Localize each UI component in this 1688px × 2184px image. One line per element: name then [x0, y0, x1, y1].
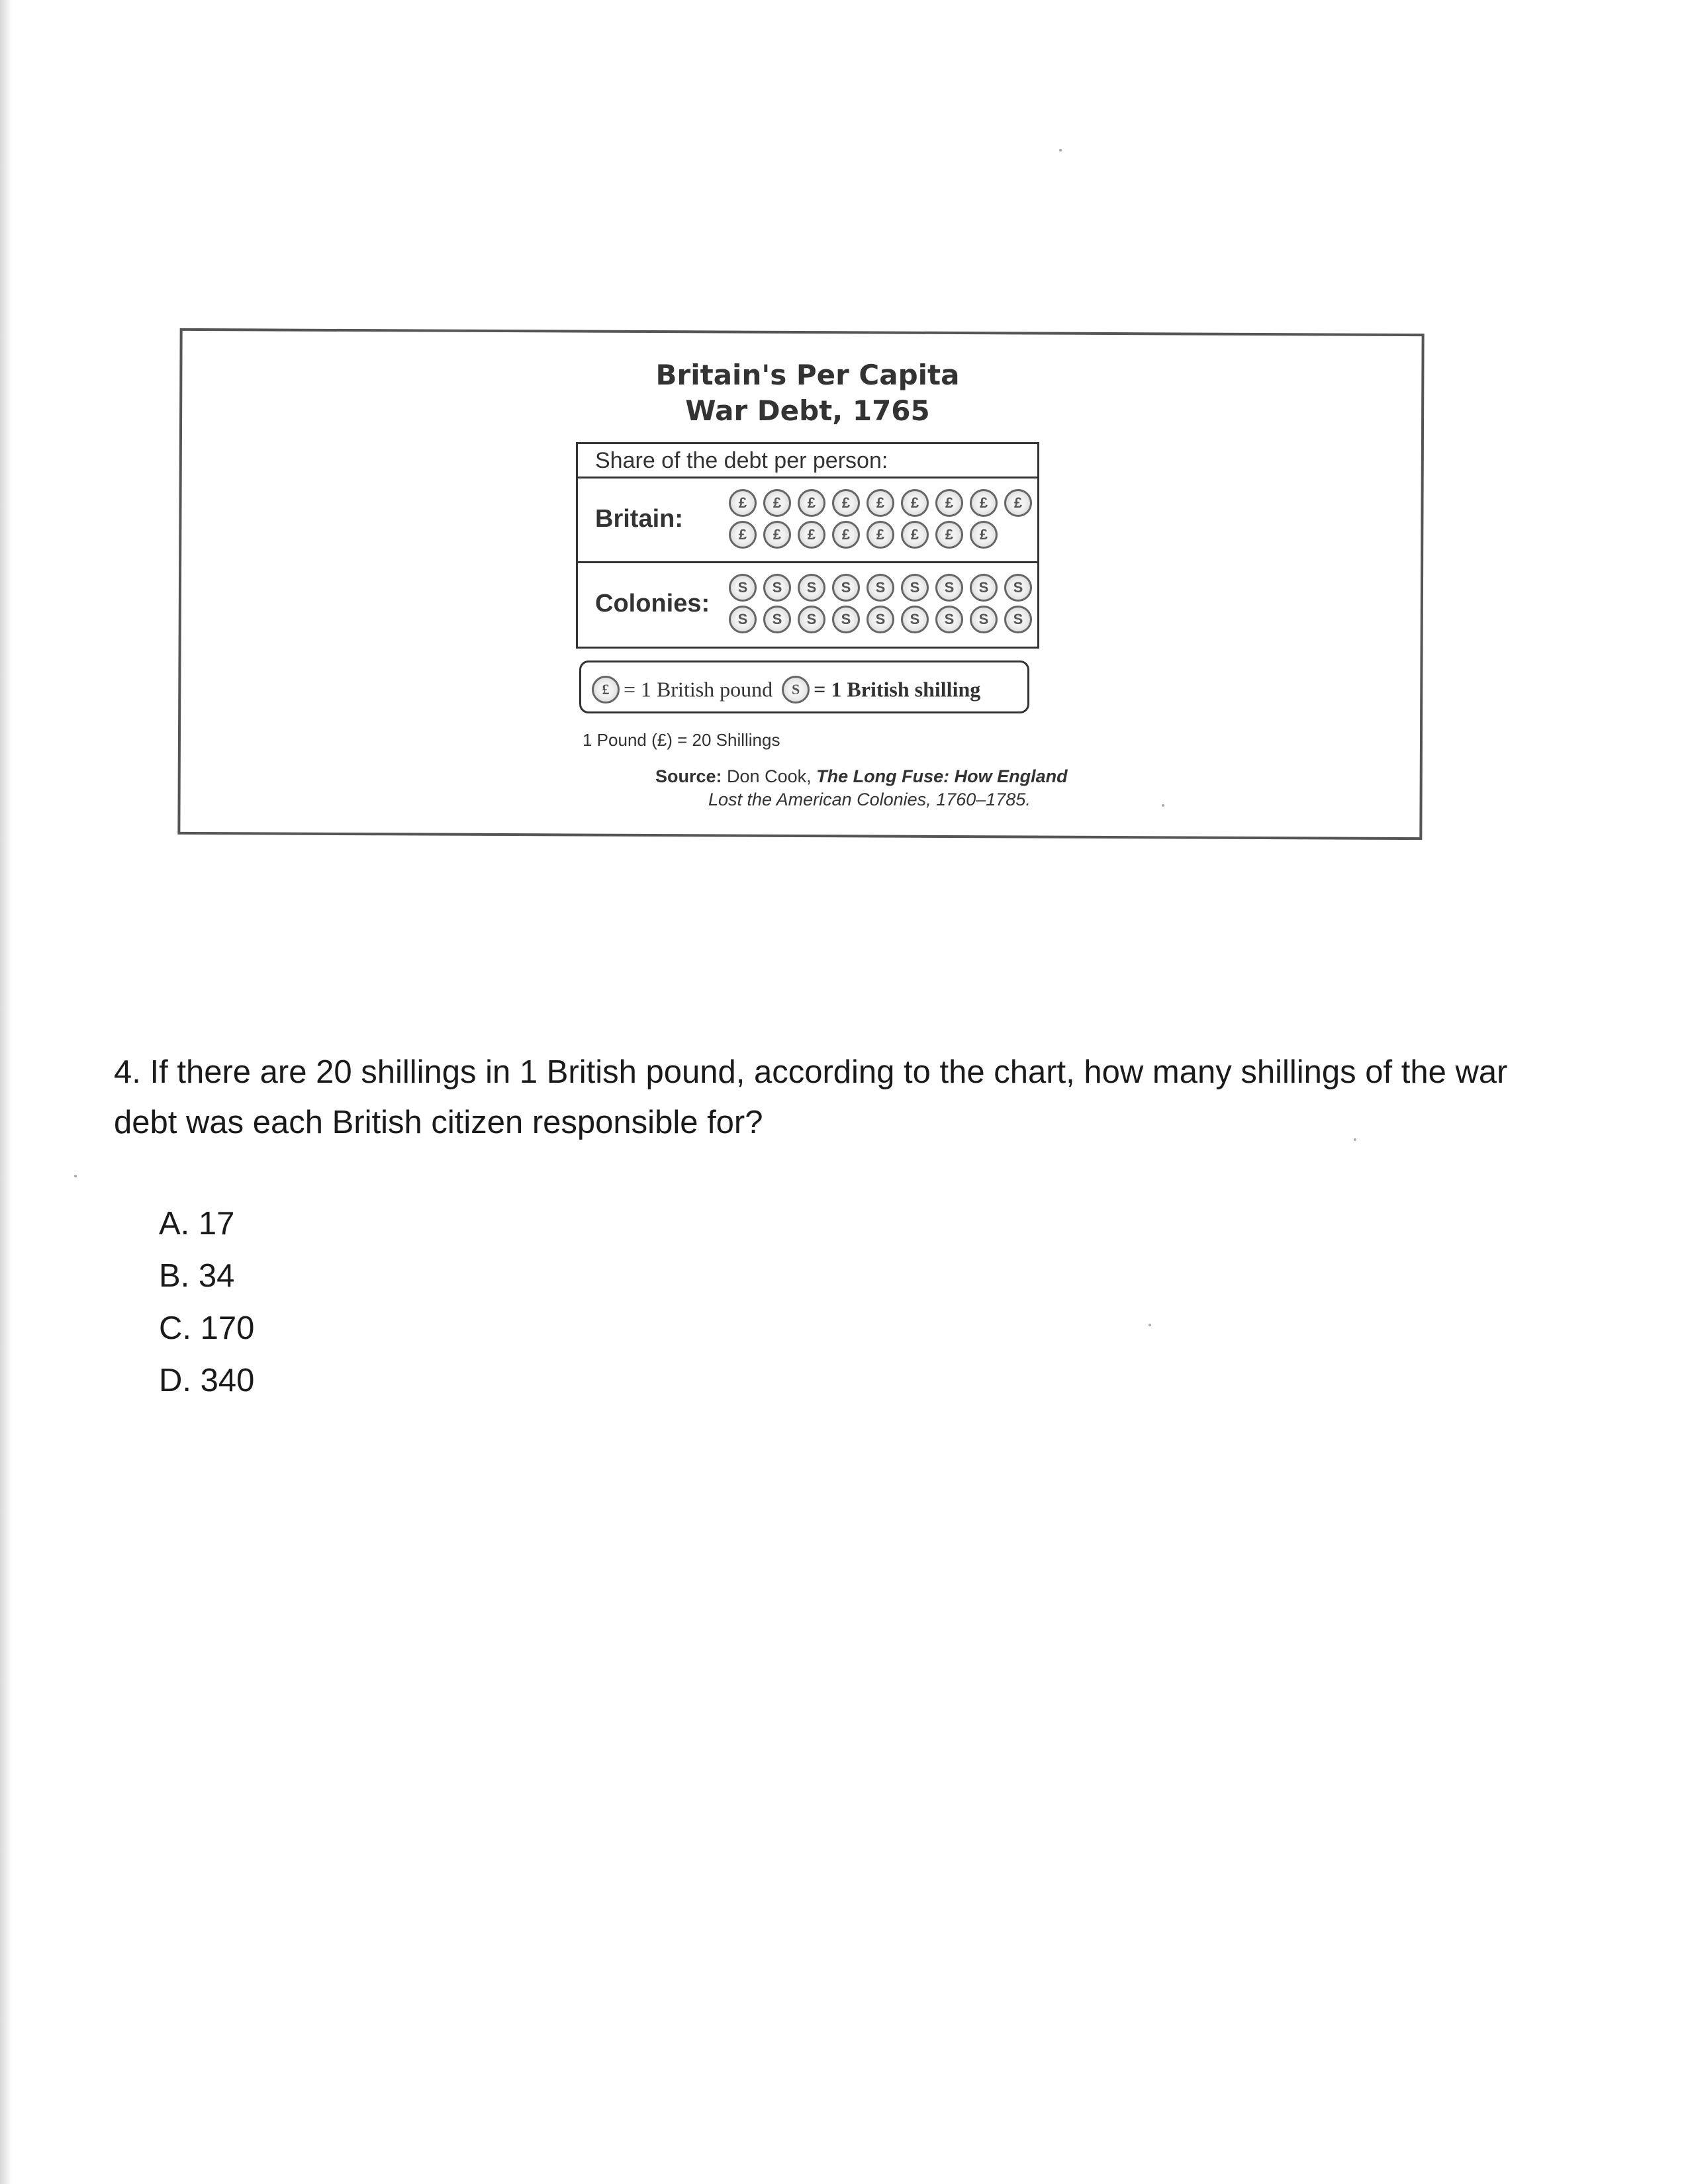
question — [114, 1047, 1570, 1148]
row-label-colonies: Colonies: — [595, 590, 710, 617]
shilling-coin-icon: S — [798, 574, 825, 602]
pound-coin-icon: £ — [592, 676, 620, 704]
legend-shilling-text: = 1 British shilling — [814, 677, 981, 702]
shilling-coin-icon: S — [832, 574, 860, 602]
pound-coin-icon: £ — [798, 521, 825, 549]
pound-coin-icon: £ — [729, 489, 757, 517]
shilling-coin-icon: S — [763, 606, 791, 633]
pound-coin-icon: £ — [832, 489, 860, 517]
answer-options — [159, 1198, 254, 1407]
debt-table — [576, 442, 1039, 649]
pound-coin-icon: £ — [867, 489, 894, 517]
shilling-coin-icon: S — [867, 606, 894, 633]
pound-coin-icon: £ — [970, 521, 998, 549]
option-a[interactable]: A. 17 — [159, 1206, 235, 1242]
question-text: If there are 20 shillings in 1 British pound, according to the chart, how many shillings of the war debt was each British citizen responsible for? — [114, 1054, 1508, 1140]
shilling-coin-icon: S — [901, 606, 929, 633]
coin-line — [729, 606, 1033, 637]
source-author: Don Cook, — [727, 766, 812, 786]
scan-speck — [1162, 804, 1164, 807]
pound-coin-icon: £ — [935, 489, 963, 517]
pound-coin-icon: £ — [798, 489, 825, 517]
pound-coin-icon: £ — [763, 521, 791, 549]
pound-coin-icon: £ — [901, 489, 929, 517]
shilling-coin-icon: S — [901, 574, 929, 602]
colonies-shilling-coins — [729, 574, 1033, 637]
pound-coin-icon: £ — [1004, 489, 1032, 517]
pound-coin-icon: £ — [867, 521, 894, 549]
shilling-coin-icon: S — [970, 606, 998, 633]
table-row-colonies — [578, 563, 1037, 648]
pound-coin-icon: £ — [729, 521, 757, 549]
shilling-coin-icon: S — [970, 574, 998, 602]
shilling-coin-icon: S — [729, 606, 757, 633]
table-row-britain — [578, 478, 1037, 563]
option-c[interactable]: C. 170 — [159, 1310, 255, 1346]
pound-coin-icon: £ — [901, 521, 929, 549]
row-label-britain: Britain: — [595, 505, 683, 533]
scan-speck — [1149, 1324, 1151, 1326]
britain-pound-coins — [729, 489, 1033, 553]
shilling-coin-icon: S — [763, 574, 791, 602]
shilling-coin-icon: S — [832, 606, 860, 633]
legend-box — [579, 660, 1029, 713]
chart-title — [576, 357, 1039, 429]
pound-coin-icon: £ — [970, 489, 998, 517]
shilling-coin-icon: S — [935, 574, 963, 602]
table-header: Share of the debt per person: — [578, 444, 1037, 478]
shilling-coin-icon: S — [798, 606, 825, 633]
scan-edge-shadow — [0, 0, 12, 2184]
shilling-coin-icon: S — [782, 676, 810, 704]
pound-coin-icon: £ — [935, 521, 963, 549]
scan-speck — [74, 1175, 77, 1177]
legend-pound-text: = 1 British pound — [624, 677, 773, 702]
scan-speck — [1354, 1138, 1356, 1141]
source-label: Source: — [655, 766, 722, 786]
option-d[interactable]: D. 340 — [159, 1363, 255, 1398]
coin-line — [729, 521, 1033, 553]
question-number: 4. — [114, 1054, 141, 1090]
pound-coin-icon: £ — [763, 489, 791, 517]
shilling-coin-icon: S — [867, 574, 894, 602]
scan-speck — [1059, 149, 1062, 152]
shilling-coin-icon: S — [935, 606, 963, 633]
shilling-coin-icon: S — [729, 574, 757, 602]
shilling-coin-icon: S — [1004, 606, 1032, 633]
coin-line — [729, 489, 1033, 521]
coin-line — [729, 574, 1033, 606]
conversion-note: 1 Pound (£) = 20 Shillings — [583, 730, 780, 750]
option-b[interactable]: B. 34 — [159, 1258, 235, 1294]
source-title: The Long Fuse: How England — [816, 766, 1068, 786]
chart-title-line2: War Debt, 1765 — [685, 394, 930, 427]
shilling-coin-icon: S — [1004, 574, 1032, 602]
source-citation-line2: Lost the American Colonies, 1760–1785. — [708, 790, 1031, 809]
chart-title-line1: Britain's Per Capita — [655, 359, 960, 391]
pound-coin-icon: £ — [832, 521, 860, 549]
source-citation — [655, 766, 1068, 787]
